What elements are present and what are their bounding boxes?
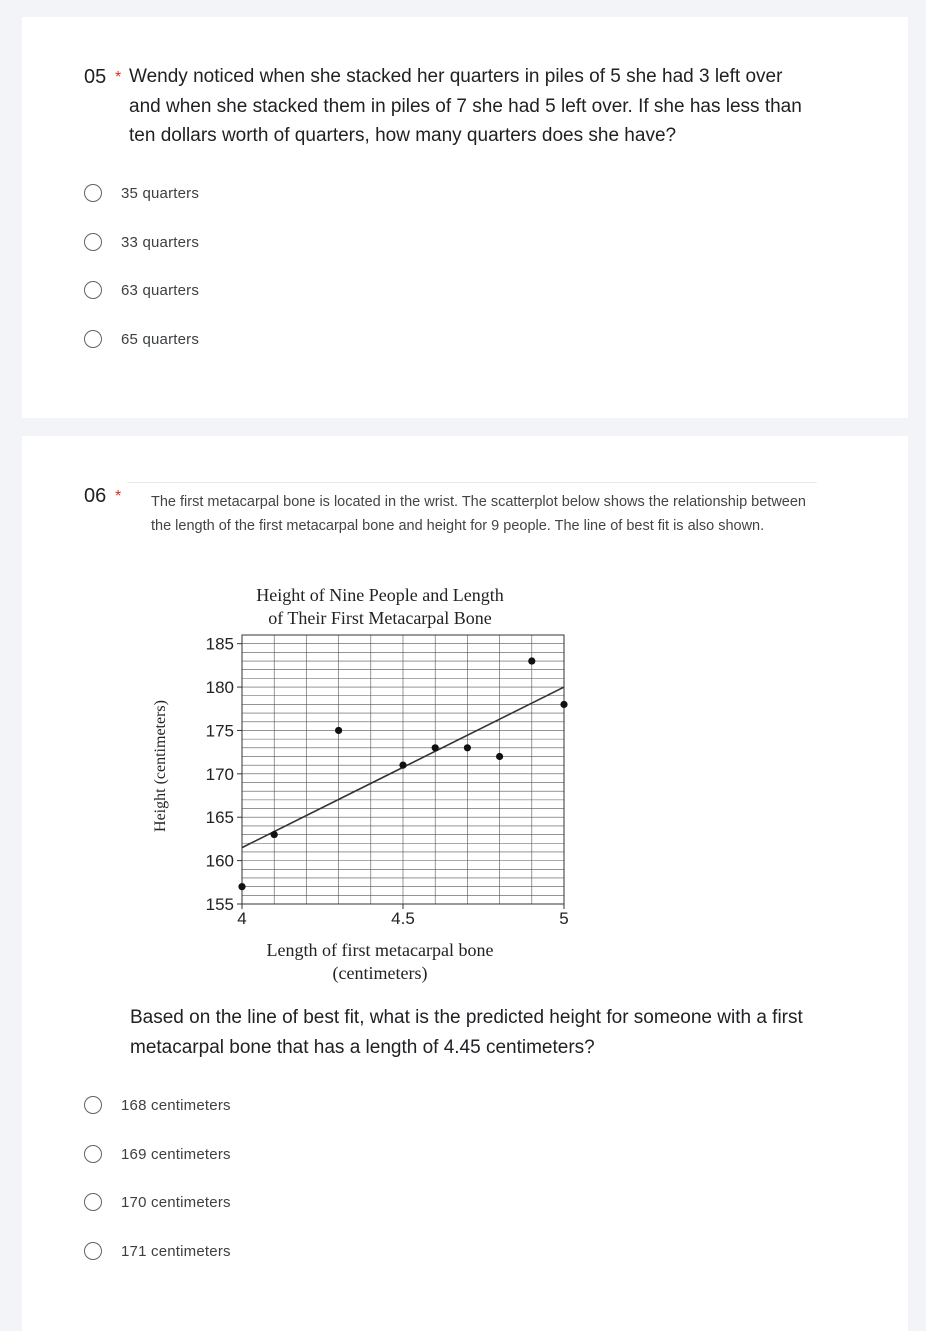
option-168-centimeters[interactable] <box>84 1090 231 1120</box>
radio-button[interactable] <box>84 330 102 348</box>
required-asterisk: * <box>115 69 122 86</box>
chart-title-line2: of Their First Metacarpal Bone <box>268 608 492 628</box>
option-label: 65 quarters <box>121 330 200 348</box>
radio-button[interactable] <box>84 233 102 251</box>
option-label: 35 quarters <box>121 184 200 202</box>
data-point <box>399 762 406 769</box>
option-63-quarters[interactable] <box>84 275 199 305</box>
radio-button[interactable] <box>84 1145 102 1163</box>
required-asterisk: * <box>115 488 122 505</box>
data-point <box>528 657 535 664</box>
y-tick-label: 180 <box>205 678 234 698</box>
option-label: 169 centimeters <box>121 1145 231 1163</box>
chart-grid <box>242 635 564 904</box>
x-tick-label: 4.5 <box>391 909 415 928</box>
radio-button[interactable] <box>84 1193 102 1211</box>
option-169-centimeters[interactable] <box>84 1139 231 1169</box>
y-tick-label: 155 <box>205 895 234 914</box>
question-card-06 <box>22 436 908 1331</box>
option-label: 33 quarters <box>121 233 200 251</box>
y-axis-label: Height (centimeters) <box>152 700 169 832</box>
x-axis-label-line1: Length of first metacarpal bone <box>266 940 494 960</box>
divider <box>127 482 817 483</box>
option-label: 171 centimeters <box>121 1242 231 1260</box>
radio-button[interactable] <box>84 1096 102 1114</box>
data-point <box>496 753 503 760</box>
x-tick-label: 5 <box>559 909 569 928</box>
option-label: 63 quarters <box>121 281 200 299</box>
option-label: 168 centimeters <box>121 1096 231 1114</box>
question-card-05 <box>22 17 908 418</box>
y-tick-label: 165 <box>205 808 234 828</box>
option-170-centimeters[interactable] <box>84 1187 231 1217</box>
x-axis-label-line2: (centimeters) <box>332 963 428 983</box>
radio-button[interactable] <box>84 1242 102 1260</box>
question-number: 06 <box>84 485 107 507</box>
data-point <box>464 744 471 751</box>
y-tick-label: 175 <box>205 721 234 741</box>
y-tick-label: 185 <box>205 634 234 654</box>
option-65-quarters[interactable] <box>84 324 199 354</box>
data-point <box>432 744 439 751</box>
scatterplot-chart <box>132 576 582 986</box>
data-point <box>271 831 278 838</box>
chart-title-line1: Height of Nine People and Length <box>256 585 504 605</box>
option-33-quarters[interactable] <box>84 227 199 257</box>
radio-button[interactable] <box>84 281 102 299</box>
y-tick-label: 170 <box>205 764 234 784</box>
question-intro: The first metacarpal bone is located in the wrist. The scatterplot below shows the relationship between the length of the first metacarpal bone and height for 9 people. The line of best fit is also shown. <box>151 494 806 534</box>
option-label: 170 centimeters <box>121 1193 231 1211</box>
question-number: 05 <box>84 66 107 88</box>
option-35-quarters[interactable] <box>84 178 199 208</box>
question-text: Wendy noticed when she stacked her quarters in piles of 5 she had 3 left over and when she stacked them in piles of 7 she had 5 left over. If she has less than ten dollars worth of quarters, how many quarters does she have? <box>129 66 802 146</box>
question-text: Based on the line of best fit, what is the predicted height for someone with a first metacarpal bone that has a length of 4.45 centimeters? <box>130 1007 803 1058</box>
y-tick-label: 160 <box>205 851 234 871</box>
data-point <box>560 701 567 708</box>
data-point <box>238 883 245 890</box>
radio-button[interactable] <box>84 184 102 202</box>
option-171-centimeters[interactable] <box>84 1236 231 1266</box>
data-point <box>335 727 342 734</box>
x-tick-label: 4 <box>237 909 247 928</box>
